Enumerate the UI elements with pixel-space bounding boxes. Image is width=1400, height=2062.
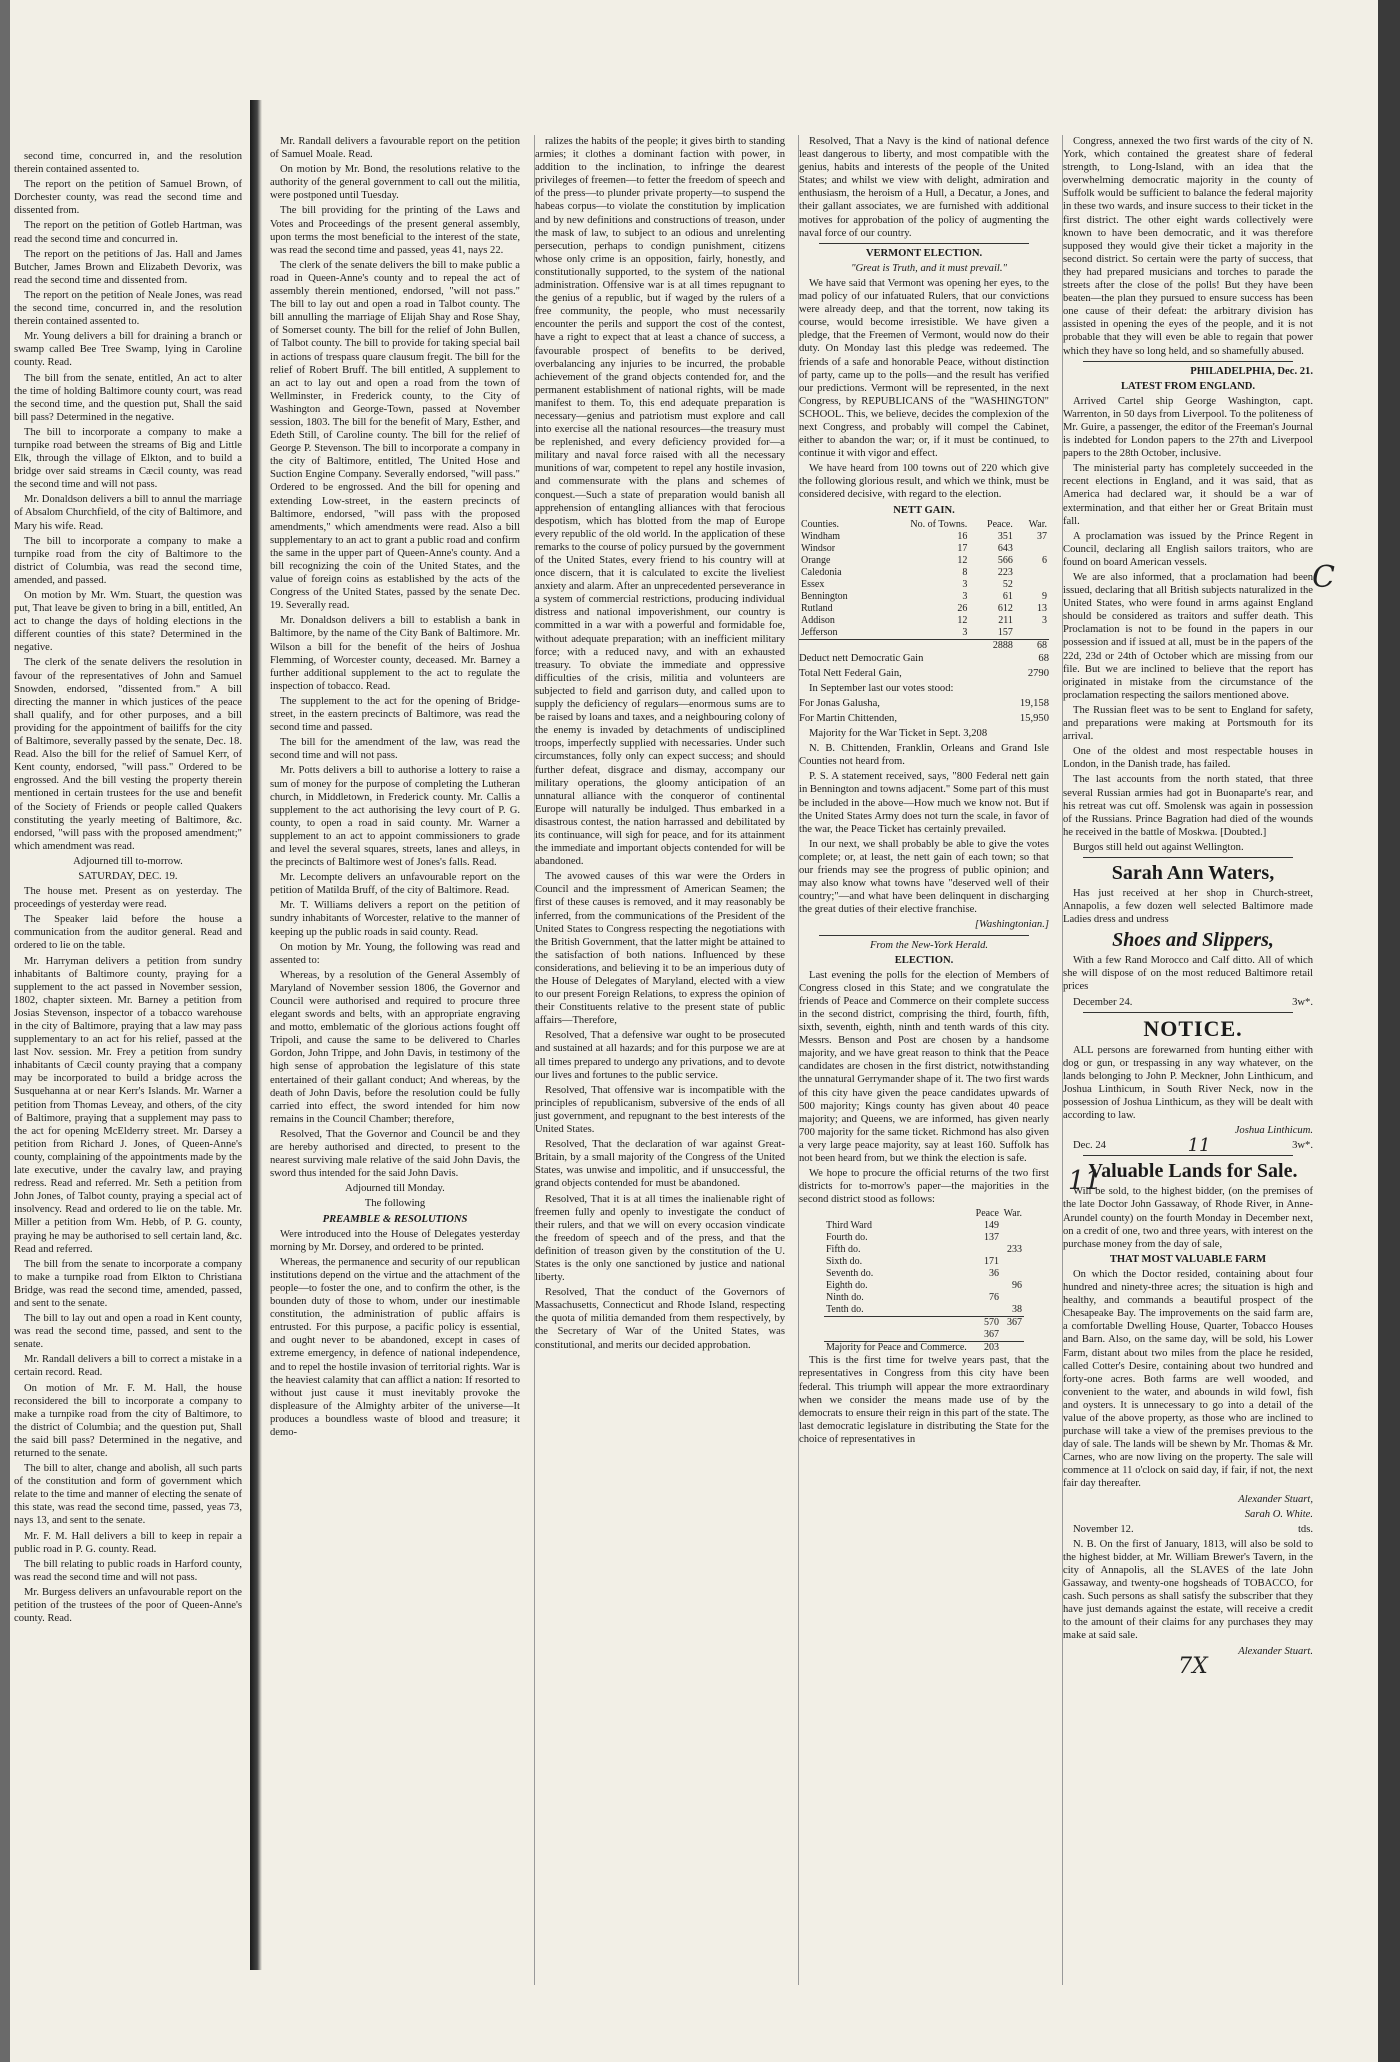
- table-cell: Orange: [801, 554, 831, 566]
- article-paragraph: Mr. Potts delivers a bill to authorise a lottery to raise a sum of money for the purpose of completing the Lutheran church, in Middletown, in Frederick county. Mr. Callis a supplement to the act authorising the levy court of P. G. county, to open a road in said county. Mr. Warner a supplement to an act to appoint commissioners to grade and level the several squares, streets, lanes and alleys, in the precincts of Baltimore west of Jones's falls. Read.: [270, 765, 520, 869]
- table-cell: 203: [983, 1342, 999, 1354]
- table-cell: 367: [1007, 1317, 1022, 1329]
- table-cell: Bennington: [801, 590, 848, 602]
- lands-nb-signature: Alexander Stuart.: [1238, 1645, 1313, 1657]
- article-paragraph: Resolved, That it is at all times the inalienable right of freemen fully and openly to investigate the conduct of their rulers, and that we will on every occasion vindicate the freedom of speech and of the press, and that the definition of treason given by the constitution of the U. States is the only one sanctioned by justice and national liberty.: [535, 1193, 785, 1284]
- source-credit: [Washingtonian.]: [974, 919, 1049, 931]
- table-cell: 233: [1007, 1244, 1022, 1256]
- september-row: [799, 697, 1049, 710]
- left-page-paragraph: The bill to alter, change and abolish, all such parts of the constitution and form of government which relate to the time and manner of electing the senate of this state, was read the second time, passed, yeas 73, nays 13, and sent to the senate.: [14, 1463, 242, 1527]
- table-cell: 16: [957, 530, 968, 542]
- vote-count: 15,950: [1019, 713, 1049, 724]
- table-row: [824, 1292, 1024, 1304]
- table-cell: Jefferson: [801, 626, 838, 638]
- article-paragraph: Mr. Randall delivers a favourable report on the petition of Samuel Moale. Read.: [270, 136, 520, 161]
- nett-gain-table: [799, 519, 1049, 652]
- page-fold-shadow: [250, 100, 262, 1970]
- table-cell: 13: [1037, 602, 1047, 614]
- farm-text: On which the Doctor resided, containing about four hundred and ninety-three acres; the situation is high and healthy, and commands a beautiful prospect of the Chesapeake Bay. The improvements on the said farm are, a comfortable Dwelling House, Quarter, Tobacco Houses and Barn. Also, on the same day, will be sold, his Lower Farm, distant about two miles from the place he resided, called Cotter's Desire, containing about two hundred and forty-one acres. Both farms are well wooded, and convenient to the water, and abounds in wild fowl, fish and oysters. It is unnecessary to go into a detail of the value of the above property, as those who are inclined to purchase will take a view of the premises previous to the day of sale. The lands will be shewn by Mr. Thomas & Mr. Carnes, who are now living on the property. The sale will commence at 11 o'clock on said day, if fair, if not, the next fair day thereafter.: [1063, 1268, 1313, 1490]
- left-page-paragraph: The report on the petition of Neale Jones, was read the second time, concurred in, and the resolution therein contained assented to.: [14, 289, 242, 328]
- lands-code: tds.: [1297, 1523, 1313, 1535]
- deduct-value: 68: [1038, 652, 1049, 664]
- table-cell: 171: [983, 1256, 999, 1268]
- table-cell: 8: [962, 566, 968, 578]
- table-header-row: [799, 519, 1049, 531]
- table-cell: 643: [997, 542, 1013, 554]
- table-row: [799, 531, 1049, 543]
- waters-ad-footer: [1063, 996, 1313, 1009]
- table-cell: 612: [997, 602, 1013, 614]
- england-news-paragraph: Arrived Cartel ship George Washington, capt. Warrenton, in 50 days from Liverpool. To the politeness of Mr. Guire, a passenger, the editor of the Freeman's Journal is indebted for London papers to the 27th and Liverpool papers to the 28th October, inclusive.: [1063, 395, 1313, 460]
- column-2: [534, 135, 785, 1985]
- ps-note: P. S. A statement received, says, "800 Federal nett gain in Bennington and towns adjacent." Some part of this must be included in the above—How much we know not. But if the United States Army does not turn the scale, in favor of the war, the Peace Ticket has certainly prevailed.: [799, 771, 1049, 835]
- left-page-paragraph: The Speaker laid before the house a communication from the auditor general. Read and ordered to lie on the table.: [14, 914, 242, 952]
- divider: [1083, 1012, 1293, 1013]
- table-header: War.: [1028, 518, 1047, 530]
- table-cell: 12: [957, 614, 968, 626]
- scan-edge: [0, 0, 10, 2062]
- table-total-row: [824, 1317, 1024, 1330]
- handwritten-mark: 7X: [1178, 1653, 1208, 1679]
- notice-text: ALL persons are forewarned from hunting either with dog or gun, or trespassing in any way whatever, on the lands belonging to John P. Meckner, John Linthicum, and Joshua Linthicum, in South River Neck, now in the possession of Joshua Linthicum, as they will be dealt with according to law.: [1063, 1044, 1313, 1122]
- table-cell: 223: [997, 566, 1013, 578]
- table-cell: [1001, 1256, 1024, 1268]
- article-paragraph: Adjourned till Monday.: [345, 1183, 445, 1195]
- table-header-row: [824, 1208, 1024, 1220]
- left-page-paragraph: Mr. Harryman delivers a petition from sundry inhabitants of Baltimore county, praying for a supplement to the act passed in November session, 1802, chapter sixteen. Mr. Barney a petition from Josias Stevenson, inspector of a tobacco warehouse in the city of Baltimore, praying that a law may pass supplementary to an act for his relief, passed at the last Nov. session. Mr. Frey a petition from sundry inhabitants of Cæcil county praying that a company may be incorporated to build a bridge across the Susquehanna at or near Kerr's Islands. Mr. Warner a petition from Thomas Leveay, and others, of the city of Baltimore, praying that a supplement may pass to the act for opening McElderry street. Mr. Darsey a petition from Richard J. Jones, of Queen-Anne's county, complaining of the appointments made by the late executive, under the cavalry law, and praying redress. Read and referred. Mr. Seth a petition from John Jones, of Talbot county, praying a special act of insolvency. Read and ordered to lie on the table. Mr. Miller a petition from Wm. Hebb, of P. G. county, praying he may be authorised to sell certain land, &c. Read and referred.: [14, 955, 242, 1255]
- article-paragraph: The supplement to the act for the opening of Bridge-street, in the eastern precincts of Baltimore, was read the second time and passed.: [270, 695, 520, 734]
- table-row: [799, 603, 1049, 615]
- left-page-paragraph: Mr. Donaldson delivers a bill to annul the marriage of Absalom Churchfield, of the city of Baltimore, and Mary his wife. Read.: [14, 494, 242, 532]
- england-news-paragraph: Burgos still held out against Wellington.: [1073, 841, 1244, 853]
- lands-footer: [1063, 1523, 1313, 1536]
- article-paragraph: Resolved, That the Governor and Council be and they are hereby authorised and directed, to present to the nearest surviving male relative of the said John Davis, the sword thus intended for the said John Davis.: [270, 1128, 520, 1180]
- table-cell: Addison: [801, 614, 835, 626]
- herald-text-2: We hope to procure the official returns of the two first districts for to-morrow's paper—the majorities in the second district stood as follows:: [799, 1168, 1049, 1206]
- divider: [1083, 857, 1293, 858]
- lands-signature: Sarah O. White.: [1244, 1508, 1313, 1520]
- article-paragraph: ralizes the habits of the people; it gives birth to standing armies; it clothes a dominant faction with power, in addition to the inclination, to infringe the dearest privileges of freemen—to fetter the freedom of speech and of the press—to plunder private property—to suspend the habeas corpus—to violate the constitution by implication and by new definitions and constructions of treason, under the mask of law, to subject to an odious and unrelenting persecution, perhaps to condign punishment, citizens whose only crime is an opposition, fairly, honestly, and constitutionally supported, to the system of the national administration. Offensive war is at all times repugnant to the genius of a republic, but if waged by the rulers of a free community, the people, who must necessarily encounter the perils and support the cost of the contest, have a right to expect that at least a chance of success, a favourable prospect of benefits to be derived, overbalancing any injuries to be incurred, the probable achievement of the grand objects contended for, and the permanent establishment of national rights, will be made manifest to them. To, this end adequate preparation is necessary—genius and patriotism must explore and call into exercise all the national resources—the treasury must be replenished, and every deficiency provided for—a military and naval force raised with all the necessary munitions of war, competent to repel any hostile invasion, and commensurate with the plans and schemes of conquest.—Such a state of preparation would banish all apprehension of entangling alliances with that ferocious despotism, which has blotted from the map of Europe every republic of the old world. In the application of these remarks to the course of policy pursued by the government of the United States, every friend to his country will at once discern, that it is calculated to excite the liveliest anxiety and alarm. After an unprecedented perseverance in a system of commercial restrictions, producing individual distress and national impoverishment, our country is committed in a war with a powerful and formidable foe, without adequate preparation; with an inefficient military force; with a reduced navy, and with an exhausted treasury. To obviate the immediate and oppressive difficulties of the crisis, militia and volunteers are subjected to field and garrison duty, and called upon to supply the deficiency of regulars—enormous sums are to be raised by loans and taxes, and a neighbouring colony of the enemy is invaded by detachments of undisciplined troops, imperfectly supplied with necessaries. Under such circumstances, folly only can expect success; and should further defeat, disgrace and dismay, accompany our military operations, the gloomy anticipation of an unnatural alliance with the conqueror of continental Europe will naturally be indulged. Thus embarked in a disastrous contest, the nation harrassed and debilitated by its continuance, will sigh for peace, and for its attainment the immediate and important objects contended for will be abandoned.: [535, 136, 785, 868]
- left-page-paragraph: The bill to lay out and open a road in Kent county, was read the second time, passed, and sent to the senate.: [14, 1313, 242, 1351]
- article-paragraph: Resolved, That offensive war is incompatible with the principles of republicanism, subversive of the ends of all just government, and repugnant to the best interests of the United States.: [535, 1084, 785, 1136]
- table-cell: Tenth do.: [826, 1304, 864, 1316]
- left-page-paragraph: The bill relating to public roads in Harford county, was read the second time and will not pass.: [14, 1558, 242, 1583]
- left-page-paragraph: The bill from the senate to incorporate a company to make a turnpike road from Elkton to Christiana Bridge, was read the second time, amended, passed, and sent to the senate.: [14, 1258, 242, 1309]
- table-cell: Windham: [801, 530, 841, 542]
- table-cell: 76: [988, 1292, 999, 1304]
- table-cell: 9: [1042, 590, 1047, 602]
- table-total-row: [824, 1342, 1024, 1355]
- table-cell: 2888: [992, 639, 1013, 651]
- table-row: [799, 579, 1049, 591]
- table-row: [824, 1232, 1024, 1244]
- table-cell: 566: [997, 554, 1013, 566]
- notice-signature: Joshua Linthicum.: [1234, 1125, 1313, 1137]
- table-cell: 68: [1037, 639, 1047, 651]
- table-cell: Seventh do.: [826, 1268, 874, 1280]
- vermont-title: VERMONT ELECTION.: [865, 247, 983, 259]
- table-row: [824, 1280, 1024, 1292]
- table-cell: Majority for Peace and Commerce.: [826, 1342, 967, 1354]
- table-cell: [1001, 1342, 1024, 1355]
- left-page-paragraph: The report on the petition of Samuel Brown, of Dorchester county, was read the second time and dissented from.: [14, 179, 242, 217]
- england-news-paragraph: We are also informed, that a proclamation had been issued, declaring that all British subjects naturalized in the United States, who were found in arms against England should be considered as traitors and suffer death. This Proclamation is not to be found in the papers in our possession and if issued at all, must be in the papers of the 22d, 23d or 24th of October which are missing from our file. But we are inclined to believe that the report has originated in mistake from the circumstance of the proclamation respecting the sailors mentioned above.: [1063, 572, 1313, 701]
- vermont-returns: We have heard from 100 towns out of 220 which give the following glorious result, and which we think, must be considered decisive, with regard to the election.: [799, 463, 1049, 501]
- table-cell: [799, 639, 876, 652]
- table-cell: Ninth do.: [826, 1292, 864, 1304]
- table-cell: 570: [983, 1317, 999, 1329]
- lands-nb: N. B. On the first of January, 1813, will also be sold to the highest bidder, at Mr. William Brewer's Tavern, in the city of Annapolis, all the SLAVES of the late John Gassaway, and twenty-one hogsheads of TOBACCO, for cash. Such persons as shall satisfy the subscriber that they have just demands against the estate, will receive a credit to the amount of their claims for any purchases they may make at said sale.: [1063, 1538, 1313, 1642]
- left-page-paragraph: The report on the petition of Gotleb Hartman, was read the second time and concurred in.: [14, 220, 242, 245]
- article-paragraph: Mr. T. Williams delivers a report on the petition of sundry inhabitants of Worcester, relative to the manner of keeping up the public roads in said county. Read.: [270, 900, 520, 938]
- farm-title: THAT MOST VALUABLE FARM: [1109, 1253, 1267, 1265]
- september-note: In September last our votes stood:: [809, 682, 954, 694]
- herald-text: Last evening the polls for the election of Members of Congress closed in this State; and we congratulate the friends of Peace and Commerce on their complete success in the second district, comprising the third, fourth, fifth, sixth, seventh, eighth, ninth and tenth wards of this city. Messrs. Benson and Post are chosen by a handsome majority, and we have great reason to think that the Peace candidates are chosen in the first district, notwithstanding the unnatural Gerrymander shape of it. The two first wards of this city have given the peace candidates upwards of 500 majority; Kings county has given about 40 peace majority; and Queens, we are informed, has given nearly 700 majority for the same ticket. Richmond has also given a very large peace majority, say at least 160. Suffolk has not been heard from, but we think the election is safe.: [799, 969, 1049, 1164]
- left-page-paragraph: On motion of Mr. F. M. Hall, the house reconsidered the bill to incorporate a company to make a turnpike road from the city of Baltimore, to the district of Columbia; and the question put, Shall the said bill pass? Determined in the negative, and returned to the senate.: [14, 1382, 242, 1459]
- column-4: [1062, 135, 1313, 1985]
- preamble-lead: Were introduced into the House of Delegates yesterday morning by Mr. Dorsey, and ordered to be printed.: [270, 1228, 520, 1253]
- article-paragraph: On motion by Mr. Young, the following was read and assented to:: [270, 941, 520, 966]
- net-label: Total Nett Federal Gain,: [799, 667, 902, 679]
- congress-text: Congress, annexed the two first wards of the city of N. York, which contained the greatest share of federal strength, to Long-Island, with an idea that the overwhelming democratic majority in the county of Suffolk would be sufficient to balance the federal majority in these two wards, and insure success to their ticket in the first district. The other eight wards collectively were known to have been democratic, and it was therefore supposed they would give their ticket a majority in the second district. So certain were the party of success, that they had prepared musicians and torches to parade the streets after the close of the polls! But they have been beaten—the plan they pursued to ensure success has been one cause of their defeat: the arbitrary division has assisted in opening the eyes of the people, and it is not probable that they will even be able to regain that power which they have so long held, and so shamefully abused.: [1063, 136, 1313, 357]
- table-row: [824, 1304, 1024, 1317]
- article-paragraph: Resolved, That the declaration of war against Great-Britain, by a small majority of the Congress of the United States, was unwise and impolitic, and if unsuccessful, the grand objects contended for must be abandoned.: [535, 1139, 785, 1190]
- table-cell: 6: [1042, 554, 1047, 566]
- ps2-note: In our next, we shall probably be able to give the votes complete; or, at least, the nett gain of each town; so that our friends may see the progress of public opinion; and may also know what towns have "deserved well of their country;"—and what have been delinquent in discharging the great duties of their elective franchise.: [799, 838, 1049, 916]
- table-cell: [1001, 1268, 1024, 1280]
- table-cell: Rutland: [801, 602, 833, 614]
- preamble-title: PREAMBLE & RESOLUTIONS: [322, 1213, 468, 1225]
- left-page-paragraph: Mr. Burgess delivers an unfavourable report on the petition of the trustees of the poor of Queen-Anne's county. Read.: [14, 1586, 242, 1625]
- table-cell: 52: [1002, 578, 1013, 590]
- table-cell: 367: [983, 1329, 999, 1341]
- deduct-row: [799, 652, 1049, 665]
- handwritten-mark: C: [1312, 560, 1335, 595]
- article-paragraph: The bill providing for the printing of the Laws and Votes and Proceedings of the present general assembly, upon terms the most beneficial to the interest of the state, was read the second time and passed, yeas 41, nays 22.: [270, 205, 520, 256]
- table-row: [824, 1220, 1024, 1232]
- table-cell: Eighth do.: [826, 1280, 868, 1292]
- herald-source: From the New-York Herald.: [869, 939, 989, 951]
- lands-signature: Alexander Stuart,: [1238, 1493, 1313, 1505]
- article-paragraph: The bill for the amendment of the law, was read the second time and will not pass.: [270, 737, 520, 762]
- england-news-paragraph: The Russian fleet was to be sent to England for safety, and preparations were making at Portsmouth for its arrival.: [1063, 704, 1313, 743]
- left-page-paragraph: The bill to incorporate a company to make a turnpike road from the city of Baltimore to the district of Columbia, was read the second time, amended, and passed.: [14, 535, 242, 586]
- herald-title: ELECTION.: [894, 954, 954, 966]
- table-header: Peace: [975, 1208, 999, 1220]
- table-cell: [1001, 1292, 1024, 1304]
- table-cell: 12: [957, 554, 968, 566]
- table-cell: 17: [957, 542, 968, 554]
- candidate-name: For Martin Chittenden,: [799, 713, 897, 724]
- lands-title: Valuable Lands for Sale.: [1088, 1160, 1298, 1183]
- handwritten-mark: 11: [1068, 1166, 1102, 1196]
- navy-resolution: Resolved, That a Navy is the kind of national defence least dangerous to liberty, and most compatible with the genius, habits and interests of the people of the United States; and whilst we view with delight, admiration and enthusiasm, the heroism of a Hull, a Decatur, a Jones, and their gallant associates, we are furnished with additional motives for approbation of the policy of augmenting the naval force of our country.: [799, 136, 1049, 239]
- table-cell: [1015, 627, 1049, 640]
- waters-ad-code: 3w*.: [1292, 996, 1313, 1008]
- table-cell: 211: [998, 614, 1013, 626]
- handwritten-mark: 11: [1187, 1135, 1211, 1157]
- table-row: [824, 1268, 1024, 1280]
- deduct-label: Deduct nett Democratic Gain: [799, 652, 924, 664]
- waters-ad-date: December 24.: [1073, 996, 1133, 1008]
- table-cell: [824, 1317, 973, 1330]
- table-cell: 26: [957, 602, 968, 614]
- table-cell: [1001, 1232, 1024, 1244]
- article-paragraph: On motion by Mr. Bond, the resolutions relative to the authority of the general government to call out the militia, were postponed until Tuesday.: [270, 164, 520, 202]
- herald-closing: This is the first time for twelve years past, that the representatives in Congress from this city have been federal. This triumph will appear the more extraordinary when we consider the means made use of by the democrats to ensure their reign in this part of the state. The last democratic legislature in distributing the State for the choice of representatives in: [799, 1355, 1049, 1445]
- table-cell: Caledonia: [801, 566, 842, 578]
- september-majority: Majority for the War Ticket in Sept. 3,208: [809, 728, 988, 740]
- table-cell: Fifth do.: [826, 1244, 861, 1256]
- table-row: [799, 543, 1049, 555]
- net-row: [799, 667, 1049, 680]
- england-news-paragraph: The last accounts from the north stated, that three several Russian armies had got in Buonaparte's rear, and his retreat was cut off. Smolensk was again in possession of the Russians. Prince Bagration had died of the wounds he received in the battle of Moskwa. [Doubted.]: [1063, 774, 1313, 838]
- left-page-paragraph: The report on the petitions of Jas. Hall and James Butcher, James Brown and Elizabeth Devorix, was read the second time and dissented from.: [14, 248, 242, 286]
- left-page-paragraph: The bill to incorporate a company to make a turnpike road between the streams of Big and Little Elk, through the village of Elkton, and to build a bridge over said streams in Cæcil county, was read the second time and will not pass.: [14, 426, 242, 491]
- article-paragraph: The clerk of the senate delivers the bill to make public a road in Queen-Anne's county and to repeal the act of assembly therein mentioned, endorsed, "will not pass." The bill to lay out and open a road in Talbot county. The bill annulling the marriage of Elijah Shay and Rose Shay, of Somerset county. The bill for the relief of John Bullen, of Talbot county. The bill to provide for taking special bail in actions of trespass quare clausum fregit. The bill for the relief of Robert Bruff. The bill entitled, A supplement to an act to lay out and open a road from the town of Wellminster, in Frederick county, to the City of Washington and George-Town, passed at November session, 1803. The bill for the benefit of Mary, Esther, and Edeth Still, of Caroline county. The bill for the relief of George P. Stevenson. The bill to incorporate a company in the city of Baltimore, entitled, The United Hose and Suction Engine Company. Severally endorsed, "will pass." Ordered to be engrossed. And the bill for opening and extending Low-street, in the eastern precincts of Baltimore, endorsed, "will pass with the proposed amendments," which amendments were read. Also a bill supplementary to an act to grant a public road and confirm the same in the upper part of Queen-Anne's county. And a bill recognizing the coin of the United States, and the value of foreign coins as established by the acts of the Congress of the United States, passed by the senate Dec. 19. Severally read.: [270, 259, 520, 612]
- table-cell: 137: [983, 1232, 999, 1244]
- table-total-row: [824, 1329, 1024, 1342]
- notice-code: 3w*.: [1292, 1140, 1313, 1152]
- waters-ad-text-2: With a few Rand Morocco and Calf ditto. All of which she will dispose of on the most reduced Baltimore retail prices: [1063, 955, 1313, 993]
- left-page-paragraph: SATURDAY, DEC. 19.: [78, 870, 178, 882]
- table-cell: [1015, 579, 1049, 591]
- notice-footer: [1063, 1135, 1313, 1157]
- table-header: [824, 1208, 973, 1220]
- table-cell: 3: [962, 626, 968, 638]
- waters-ad-item: Shoes and Slippers,: [1112, 929, 1274, 952]
- left-page-paragraph: Mr. Young delivers a bill for draining a branch or swamp called Bee Tree Swamp, lying in Caroline county. Read.: [14, 331, 242, 369]
- table-row: [799, 591, 1049, 603]
- table-cell: 96: [1012, 1280, 1022, 1292]
- article-paragraph: Mr. Donaldson delivers a bill to establish a bank in Baltimore, by the name of the City Bank of Baltimore. Mr. Wilson a bill for the benefit of the heirs of Joshua Flemming, of Worcester county, deceased. Mr. Barney a further additional supplement to the act to regulate the inspection of tobacco. Read.: [270, 615, 520, 692]
- article-paragraph: The avowed causes of this war were the Orders in Council and the impressment of American Seamen; the first of these causes is removed, and it may reasonably be inferred, from the communications of the President of the United States to Congress respecting the negotiations with the British Government, that the latter might be attained to the satisfaction of both nations. Influenced by these considerations, and believing it to be an imperious duty of the House of Delegates of Maryland, elected with a view to our present Foreign Relations, to express the opinion of their Constituents relative to the present state of public affairs—Therefore,: [535, 871, 785, 1027]
- table-row: [799, 555, 1049, 567]
- nett-gain-title: NETT GAIN.: [893, 504, 955, 516]
- england-title: LATEST FROM ENGLAND.: [1120, 380, 1256, 392]
- article-paragraph: Whereas, by a resolution of the General Assembly of Maryland of November session 1806, the Governor and Council were authorised and required to procure three elegant swords and belts, with an appropriate engraving and motto, emblematic of the glorious actions fought off Tripoli, and cause the same to be delivered to Charles Gordon, John Trippe, and John Davis, in testimony of the high sense of approbation the legislature of this state entertained of their gallant conduct; And whereas, by the death of John Davis, before the resolution could be fully carried into effect, the sword intended for him now remains in the Council Chamber; therefore,: [270, 969, 520, 1125]
- left-page-paragraph: Adjourned till to-morrow.: [73, 855, 183, 867]
- column-3: [798, 135, 1049, 1985]
- table-header: War.: [1003, 1208, 1022, 1220]
- table-cell: [1015, 543, 1049, 555]
- table-row: [824, 1256, 1024, 1268]
- candidate-name: For Jonas Galusha,: [799, 697, 880, 709]
- table-cell: 351: [997, 530, 1013, 542]
- notice-title: NOTICE.: [1143, 1015, 1243, 1041]
- lands-text: Will be sold, to the highest bidder, (on the premises of the late Doctor John Gassaway, of Rhode River, in Anne-Arundel county) on the fourth Monday in December next, on a credit of one, two and three years, with interest on the purchase money from the day of sale,: [1063, 1186, 1313, 1250]
- vote-count: 19,158: [1019, 697, 1049, 709]
- ward-table: [824, 1208, 1024, 1354]
- table-header: Counties.: [801, 518, 840, 530]
- divider: [1083, 361, 1293, 362]
- article-paragraph: Resolved, That the conduct of the Governors of Massachusetts, Connecticut and Rhode Island, respecting the quota of militia demanded from them respectively, by the Secretary of War of the United States, was constitutional, and merits our decided approbation.: [535, 1287, 785, 1351]
- nb-note: N. B. Chittenden, Franklin, Orleans and Grand Isle Counties not heard from.: [799, 743, 1049, 768]
- table-cell: [1015, 567, 1049, 579]
- table-cell: Fourth do.: [826, 1232, 868, 1244]
- scan-edge: [1378, 0, 1400, 2062]
- left-page-paragraph: Mr. F. M. Hall delivers a bill to keep in repair a public road in P. G. county. Read.: [14, 1530, 242, 1555]
- table-cell: [876, 639, 969, 652]
- table-cell: 61: [1002, 590, 1013, 602]
- column-1: [270, 135, 520, 1985]
- table-cell: 38: [1012, 1304, 1022, 1316]
- england-news-paragraph: A proclamation was issued by the Prince Regent in Council, declaring all English sailors traitors, who are found on board American vessels.: [1063, 530, 1313, 568]
- table-total-row: [799, 639, 1049, 652]
- left-page-column: [10, 150, 250, 1990]
- net-value: 2790: [1027, 667, 1049, 679]
- table-cell: [1001, 1329, 1024, 1342]
- table-cell: Third Ward: [826, 1220, 872, 1232]
- vermont-text: We have said that Vermont was opening her eyes, to the mad policy of our infatuated Rulers, that our convictions were already deep, and that the torrent, now taking its course, would become irresistible. We have given a pledge, that the Freemen of Vermont, would now do their duty. On Monday last this pledge was redeemed. The friends of a safe and honorable Peace, without distinction of party, came up to the polls—and the result has verified our predictions. Vermont will be represented, in the next Congress, by REPUBLICANS of the "WASHINGTON" SCHOOL. This, we believe, decides the complexion of the next Congress, and probably will compel the Cabinet, either to abandon the war; or, if it must be continued, to continue it with vigor and effect.: [799, 277, 1049, 460]
- divider: [819, 935, 1029, 936]
- england-news-paragraph: The ministerial party has completely succeeded in the recent elections in England, and it was said, that as America had declared war, it should be a war of extermination, and that either her or Great Britain must fall.: [1063, 463, 1313, 527]
- table-header: No. of Towns.: [910, 518, 968, 530]
- table-row: [799, 627, 1049, 640]
- table-cell: 36: [988, 1268, 999, 1280]
- table-cell: 3: [962, 590, 968, 602]
- preamble-body: Whereas, the permanence and security of our republican institutions depend on the virtue and the attachment of the people—to foster the one, and to confirm the other, is the bounden duty of those to whom, under our inestimable constitution, the administration of public affairs is entrusted. For this purpose, a pacific policy is essential, and ought never to be abandoned, except in cases of extreme emergency, in defence of national independence, and to repel the hostile invasion of territorial rights. War is the heaviest calamity that can afflict a nation: If resorted to without just cause it must inevitably provoke the displeasure of the Almighty arbiter of the universe—It produces a boundless waste of blood and treasure; it demo-: [270, 1256, 520, 1438]
- left-page-paragraph: The clerk of the senate delivers the resolution in favour of the representatives of John and Samuel Snowden, endorsed, "dissented from." A bill directing the manner in which justices of the peace shall qualify, and for other purposes, and a bill providing for the appointment of bailiffs for the city of Baltimore, severally passed by the senate, Dec. 18. Read. Also the bill for the relief of Samuel Kerr, of Kent county, endorsed, "will pass." Ordered to be engrossed. And the bill vesting the property therein mentioned in certain trustees for the use and benefit of the Society of Friends or people called Quakers constituting the yearly meeting of Baltimore, &c. endorsed, "will pass with the proposed amendment;" which amendment was read.: [14, 657, 242, 852]
- notice-date: Dec. 24: [1073, 1140, 1106, 1152]
- left-page-paragraph: The bill from the senate, entitled, An act to alter the time of holding Baltimore county court, was read the second time, and the question put, Shall the said bill pass? Determined in the negative.: [14, 372, 242, 423]
- left-page-paragraph: second time, concurred in, and the resolution therein contained assented to.: [14, 151, 242, 176]
- table-cell: 3: [1042, 614, 1047, 626]
- waters-ad-title: Sarah Ann Waters,: [1111, 861, 1275, 884]
- lands-date: November 12.: [1073, 1523, 1134, 1535]
- table-cell: [973, 1304, 1001, 1317]
- divider: [819, 243, 1029, 244]
- september-row: [799, 712, 1049, 725]
- table-cell: 37: [1037, 530, 1047, 542]
- table-row: [824, 1244, 1024, 1256]
- table-header: Peace.: [987, 518, 1013, 530]
- newspaper-page: [262, 135, 1374, 1985]
- dateline: PHILADELPHIA, Dec. 21.: [1190, 365, 1313, 377]
- left-page-paragraph: On motion by Mr. Wm. Stuart, the question was put, That leave be given to bring in a bill, entitled, An act to change the days of holding elections in the different counties of this state? Determined in the negative.: [14, 590, 242, 654]
- england-news-paragraph: One of the oldest and most respectable houses in London, in the Danish trade, has failed.: [1063, 746, 1313, 771]
- table-cell: 157: [997, 626, 1013, 638]
- table-cell: Essex: [801, 578, 825, 590]
- table-cell: [824, 1329, 973, 1342]
- table-row: [799, 567, 1049, 579]
- table-cell: Sixth do.: [826, 1256, 863, 1268]
- table-cell: 3: [962, 578, 968, 590]
- table-row: [799, 615, 1049, 627]
- vermont-motto: "Great is Truth, and it must prevail.": [851, 262, 1007, 274]
- table-cell: Windsor: [801, 542, 836, 554]
- left-page-text: [14, 150, 242, 1990]
- table-cell: [973, 1280, 1001, 1292]
- left-page-paragraph: The house met. Present as on yesterday. The proceedings of yesterday were read.: [14, 886, 242, 911]
- left-page-paragraph: Mr. Randall delivers a bill to correct a mistake in a certain record. Read.: [14, 1354, 242, 1379]
- article-paragraph: Mr. Lecompte delivers an unfavourable report on the petition of Matilda Bruff, of the city of Baltimore. Read.: [270, 872, 520, 897]
- waters-ad-text: Has just received at her shop in Church-street, Annapolis, a few dozen well selected Baltimore made Ladies dress and undress: [1063, 887, 1313, 926]
- table-cell: [973, 1244, 1001, 1256]
- table-cell: 149: [983, 1220, 999, 1232]
- table-cell: [1001, 1220, 1024, 1232]
- article-paragraph: Resolved, That a defensive war ought to be prosecuted and sustained at all hazards; and for this purpose we are at all times prepared to undergo any privations, and to devote our lives and fortunes to the public service.: [535, 1030, 785, 1081]
- preamble-intro: The following: [364, 1198, 426, 1210]
